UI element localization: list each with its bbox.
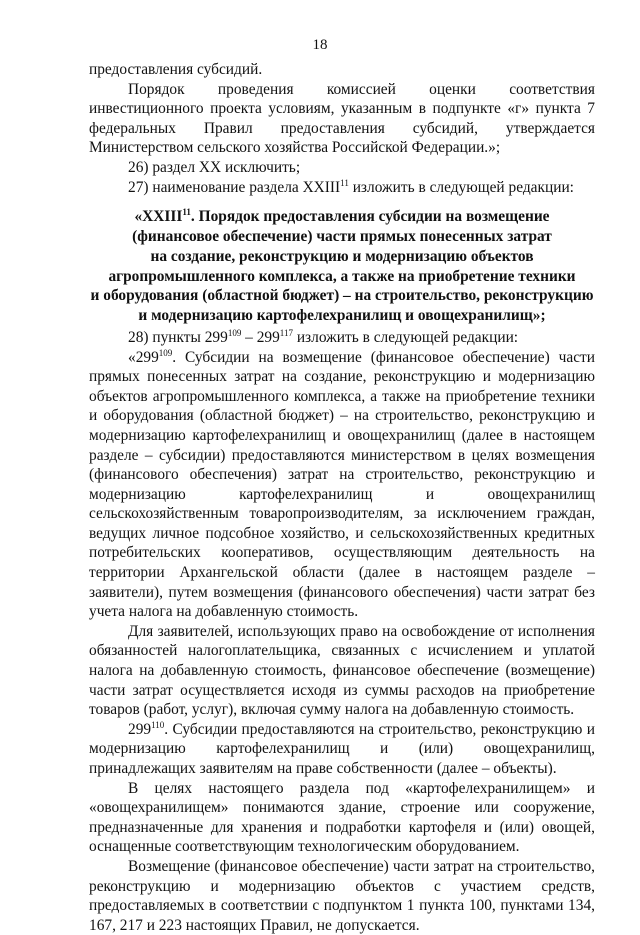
- paragraph-continuation: предоставления субсидий.: [89, 61, 263, 78]
- paragraph-299-110: $299^{110}$. Субсидии предоставляются на строительство, реконструкцию и модернизацию картофелехранилищ и (или) овощехранилищ, принадлежащих заявителям на праве собственности (далее – объекты).: [89, 719, 595, 777]
- paragraph-assessment-procedure: Порядок проведения комиссией оценки соответствия инвестиционного проекта условиям, указанным в подпункте «г» пункта 7 федеральных Правил предоставления субсидий, утверждается Министерством сельского хозяйства Российской Федерации.»;: [89, 80, 595, 157]
- paragraph-definitions: В целях настоящего раздела под «картофелехранилищем» и «овощехранилищем» понимаются здание, строение или сооружение, предназначенные для хранения и подработки картофеля и (или) овощей, оснащенные соответствующим технологическим оборудованием.: [89, 779, 595, 856]
- paragraph-item-28: 28) пункты $299^{109} - 299^{117}$ изложить в следующей редакции:: [128, 327, 519, 346]
- paragraph-item-27: 27) наименование раздела XXIII$^{11}$ изложить в следующей редакции:: [128, 177, 574, 196]
- page-number: 18: [312, 37, 328, 53]
- paragraph-reimbursement-restriction: Возмещение (финансовое обеспечение) части затрат на строительство, реконструкцию и модернизацию объектов с участием средств, предоставляемых в соответствии с подпунктом 1 пункта 100, пунктами 134, 167, 217 и 223 настоящих Правил, не допускается.: [89, 857, 595, 934]
- paragraph-vat-exemption: Для заявителей, использующих право на освобождение от исполнения обязанностей налогоплательщика, связанных с исчислением и уплатой налога на добавленную стоимость, финансовое обеспечение (возмещение) части затрат осуществляется исходя из суммы расходов на приобретение товаров (работ, услуг), включая сумму налога на добавленную стоимость.: [89, 622, 595, 719]
- paragraph-299-109: «$299^{109}$. Субсидии на возмещение (финансовое обеспечение) части прямых понесенных затрат на создание, реконструкцию и модернизацию объектов агропромышленного комплекса, а также на приобретение техники и оборудования (областной бюджет) – на строительство, реконструкцию и модернизацию картофелехранилищ и овощехранилищ (далее в настоящем разделе – субсидии) предоставляются министерством в целях возмещения (финансового обеспечения) затрат на строительство, реконструкцию и модернизацию картофелехранилищ и овощехранилищ сельскохозяйственным товаропроизводителям, за исключением граждан, ведущих личное подсобное хозяйство, и сельскохозяйственных кредитных потребительских кооперативов, осуществляющим деятельность на территории Архангельской области (далее в настоящем разделе – заявители), путем возмещения (финансового обеспечения) части затрат без учета налога на добавленную стоимость.: [89, 347, 595, 621]
- paragraph-item-26: 26) раздел XX исключить;: [128, 158, 301, 176]
- section-heading: «XXIII$^{11}$. Порядок предоставления субсидии на возмещение (финансовое обеспечение) части прямых понесенных затрат на создание, реконструкцию и модернизацию объектов агропромышленного комплекса, а также на приобретение техники и оборудования (областной бюджет) – на строительство, реконструкцию и модернизацию картофелехранилищ и овощехранилищ»;: [90, 207, 594, 325]
- document-body: [89, 60, 595, 935]
